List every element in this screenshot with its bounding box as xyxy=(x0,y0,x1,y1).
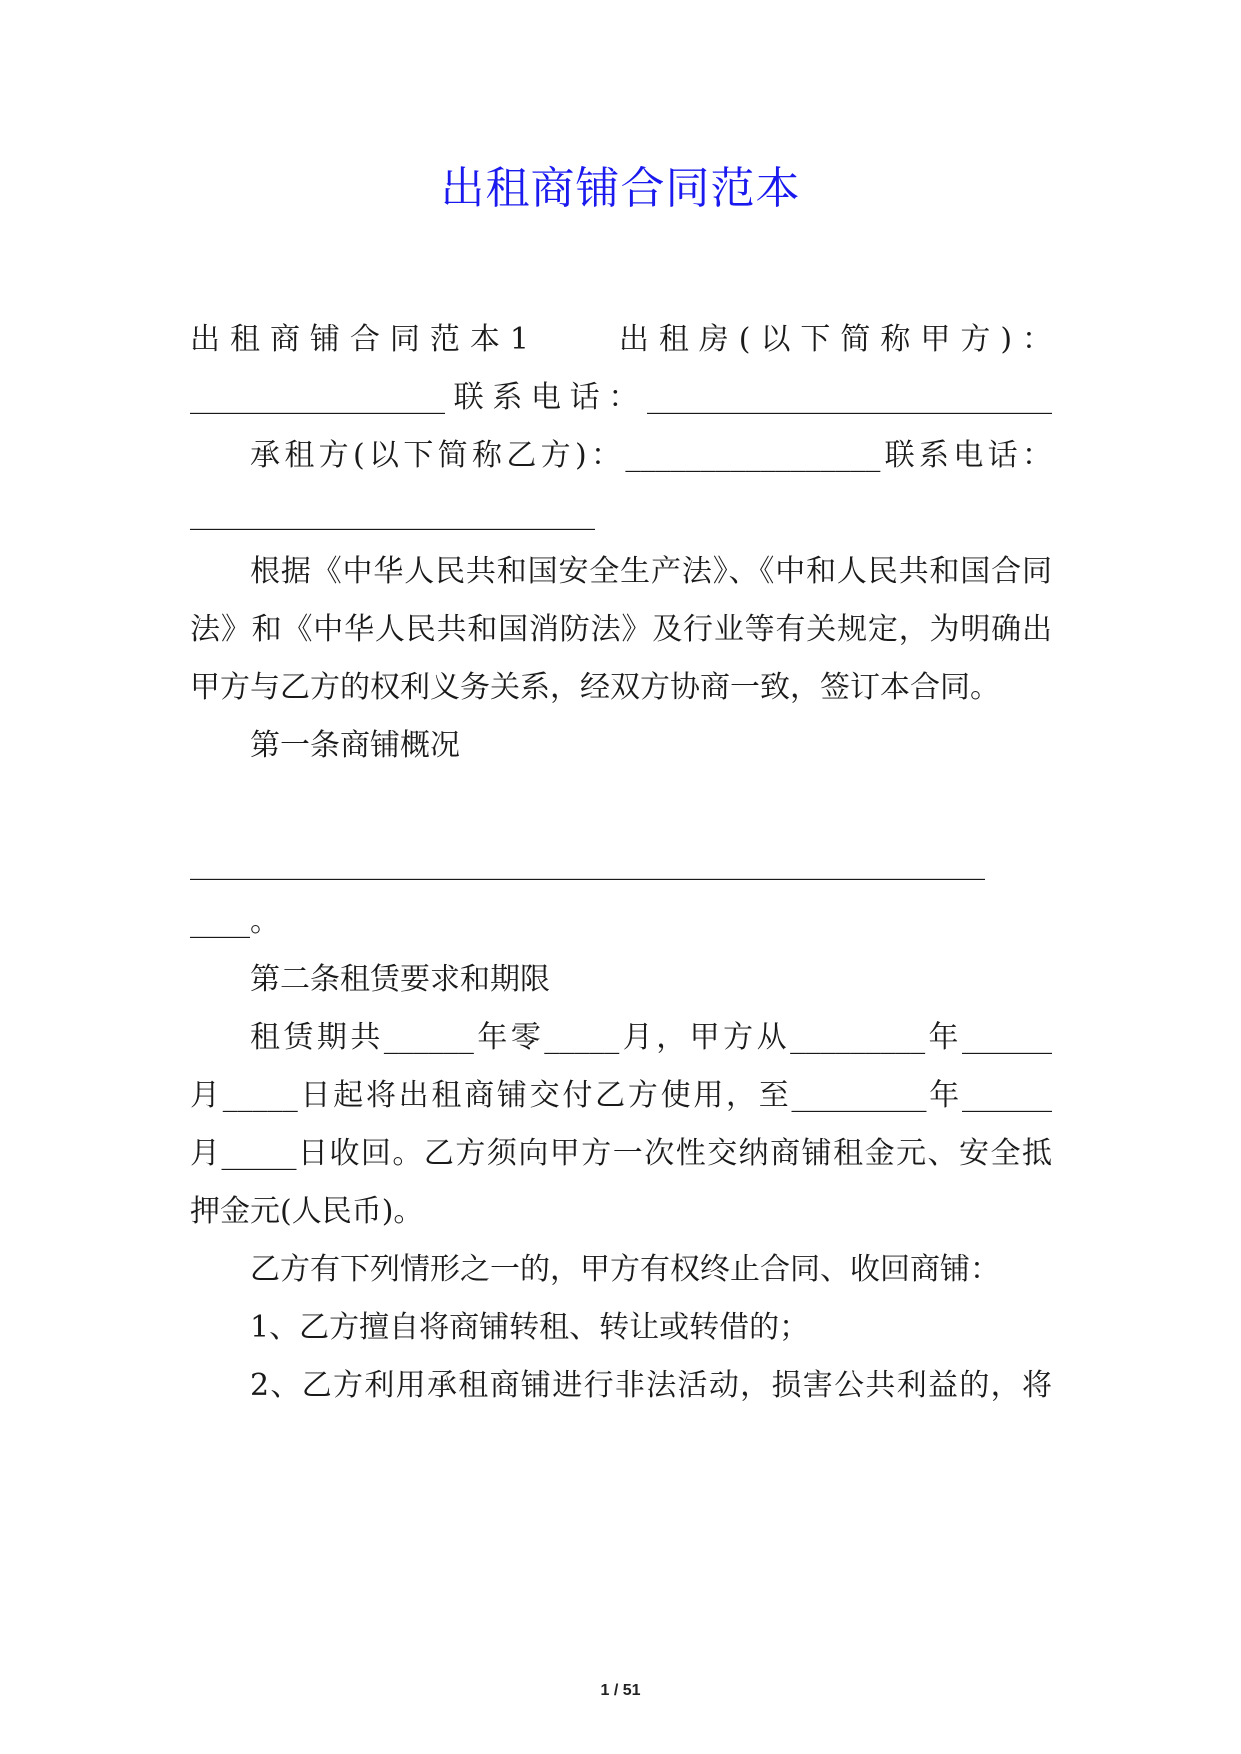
section-heading-article-1: 第一条商铺概况 xyxy=(250,728,460,763)
text-line-basis-1: 根据《中华人民共和国安全生产法》、《中和人民共和国合同 xyxy=(250,554,1052,589)
text-line-term-2: 月_____日起将出租商铺交付乙方使用，至_________年______ xyxy=(190,1078,1052,1113)
text-line-termination: 乙方有下列情形之一的，甲方有权终止合同、收回商铺： xyxy=(250,1252,1000,1287)
section-heading-article-2: 第二条租赁要求和期限 xyxy=(250,962,550,997)
list-item-1: 1、乙方擅自将商铺转租、转让或转借的； xyxy=(250,1310,810,1345)
text-line-article-1-blank: _____________________________________________________ xyxy=(190,846,985,881)
text-line-parties: 出租商铺合同范本1 出租房(以下简称甲方)： xyxy=(190,322,1052,357)
document-title: 出租商铺合同范本 xyxy=(440,163,801,214)
text-line-basis-2: 法》和《中华人民共和国消防法》及行业等有关规定，为明确出 xyxy=(190,612,1052,647)
text-line-landlord-phone: _________________联系电话：___________________________ xyxy=(190,380,1052,415)
text-line-tenant: 承租方(以下简称乙方)：_________________联系电话： xyxy=(250,438,1052,473)
text-line-term-3: 月_____日收回。乙方须向甲方一次性交纳商铺租金元、安全抵 xyxy=(190,1136,1052,1171)
text-line-basis-3: 甲方与乙方的权利义务关系，经双方协商一致，签订本合同。 xyxy=(190,670,1000,705)
text-line-tenant-phone-blank: ___________________________ xyxy=(190,496,595,531)
text-line-article-1-end: ____。 xyxy=(190,904,280,939)
text-line-term-1: 租赁期共______年零_____月，甲方从_________年______ xyxy=(250,1020,1052,1055)
page-number: 1 / 51 xyxy=(600,1682,641,1699)
list-item-2: 2、乙方利用承租商铺进行非法活动，损害公共利益的，将 xyxy=(250,1368,1052,1403)
text-line-term-4: 押金元(人民币)。 xyxy=(190,1194,424,1229)
